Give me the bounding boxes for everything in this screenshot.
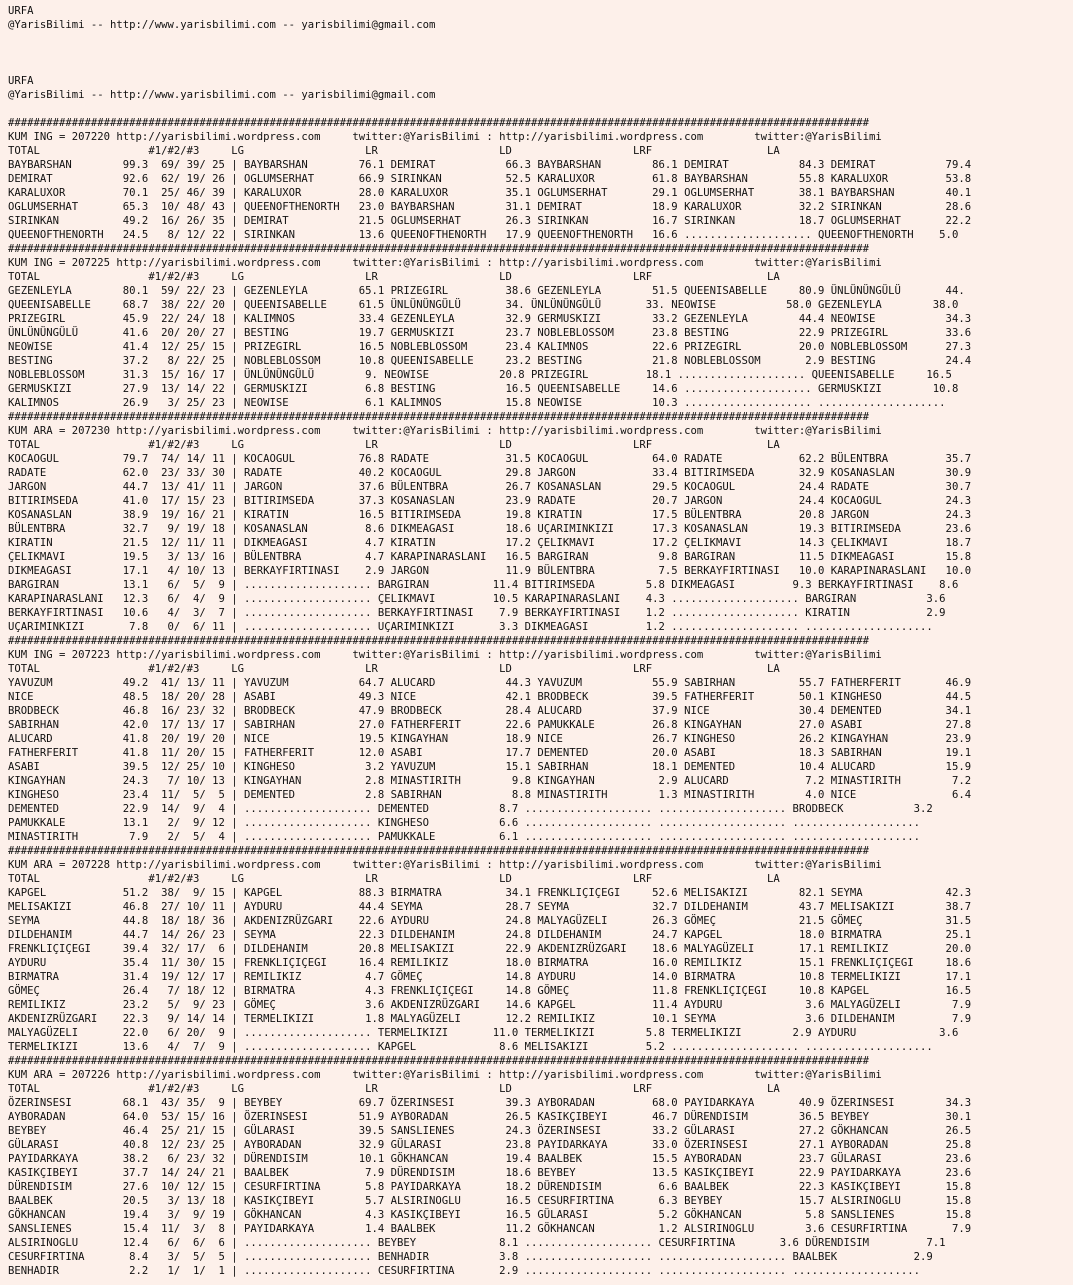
horse-row: SABIRHAN 42.0 17/ 13/ 17 | SABIRHAN 27.0 FATHERFERIT 22.6 PAMUKKALE 26.8 KINGAYHAN 27.0 ASABI 27.8: [8, 719, 972, 731]
horse-row: BITIRIMSEDA 41.0 17/ 15/ 23 | BITIRIMSEDA 37.3 KOSANASLAN 23.9 RADATE 20.7 JARGON 24.4 KOCAOGUL 24.3: [8, 495, 972, 507]
horse-row: BIRMATRA 31.4 19/ 12/ 17 | REMILIKIZ 4.7 GÖMEÇ 14.8 AYDURU 14.0 BIRMATRA 10.8 TERMELIKIZI 17.1: [8, 971, 972, 983]
horse-row: PAMUKKALE 13.1 2/ 9/ 12 | .................... KINGHESO 6.6 .................... .................... ....................: [8, 817, 921, 829]
race-header-line: KUM ARA = 207226 http://yarisbilimi.wordpress.com twitter:@YarisBilimi : http://yarisbilimi.wordpress.com twitter:@YarisBilimi: [8, 1069, 882, 1081]
race-header-line: KUM ING = 207225 http://yarisbilimi.wordpress.com twitter:@YarisBilimi : http://yarisbilimi.wordpress.com twitter:@YarisBilimi: [8, 257, 882, 269]
horse-row: MINASTIRITH 7.9 2/ 5/ 4 | .................... PAMUKKALE 6.1 .................... .................... ....................: [8, 831, 921, 843]
race-header-line: KUM ING = 207220 http://yarisbilimi.wordpress.com twitter:@YarisBilimi : http://yarisbilimi.wordpress.com twitter:@YarisBilimi: [8, 131, 882, 143]
horse-row: ALUCARD 41.8 20/ 19/ 20 | NICE 19.5 KINGAYHAN 18.9 NICE 26.7 KINGHESO 26.2 KINGAYHAN 23.9: [8, 733, 972, 745]
horse-row: KINGHESO 23.4 11/ 5/ 5 | DEMENTED 2.8 SABIRHAN 8.8 MINASTIRITH 1.3 MINASTIRITH 4.0 NICE 6.4: [8, 789, 972, 801]
horse-row: BEYBEY 46.4 25/ 21/ 15 | GÜLARASI 39.5 SANSLIENES 24.3 ÖZERINSESI 33.2 GÜLARASI 27.2 GÖKHANCAN 26.5: [8, 1125, 972, 1137]
horse-row: KASIKÇIBEYI 37.7 14/ 24/ 21 | BAALBEK 7.9 DÜRENDISIM 18.6 BEYBEY 13.5 KASIKÇIBEYI 22.9 PAYIDARKAYA 23.6: [8, 1167, 972, 1179]
horse-row: KALIMNOS 26.9 3/ 25/ 23 | NEOWISE 6.1 KALIMNOS 15.8 NEOWISE 10.3 .................... ....................: [8, 397, 946, 409]
race-header-line: KUM ARA = 207228 http://yarisbilimi.wordpress.com twitter:@YarisBilimi : http://yarisbilimi.wordpress.com twitter:@YarisBilimi: [8, 859, 882, 871]
contact-line: @YarisBilimi -- http://www.yarisbilimi.com -- yarisbilimi@gmail.com: [8, 89, 436, 101]
section-separator: #######################################################################################################################################: [8, 1055, 870, 1067]
horse-row: AKDENIZRÜZGARI 22.3 9/ 14/ 14 | TERMELIKIZI 1.8 MALYAGÜZELI 12.2 REMILIKIZ 10.1 SEYMA 3.6 DILDEHANIM 7.9: [8, 1013, 972, 1025]
horse-row: NICE 48.5 18/ 20/ 28 | ASABI 49.3 NICE 42.1 BRODBECK 39.5 FATHERFERIT 50.1 KINGHESO 44.5: [8, 691, 972, 703]
horse-row: NEOWISE 41.4 12/ 25/ 15 | PRIZEGIRL 16.5 NOBLEBLOSSOM 23.4 KALIMNOS 22.6 PRIZEGIRL 20.0 NOBLEBLOSSOM 27.3: [8, 341, 972, 353]
section-separator: #######################################################################################################################################: [8, 243, 870, 255]
column-header-line: TOTAL #1/#2/#3 LG LR LD LRF LA: [8, 1083, 780, 1095]
horse-row: OGLUMSERHAT 65.3 10/ 48/ 43 | QUEENOFTHENORTH 23.0 BAYBARSHAN 31.1 DEMIRAT 18.9 KARALUXOR 32.2 SIRINKAN 28.6: [8, 201, 972, 213]
horse-row: KINGAYHAN 24.3 7/ 10/ 13 | KINGAYHAN 2.8 MINASTIRITH 9.8 KINGAYHAN 2.9 ALUCARD 7.2 MINASTIRITH 7.2: [8, 775, 972, 787]
horse-row: BRODBECK 46.8 16/ 23/ 32 | BRODBECK 47.9 BRODBECK 28.4 ALUCARD 37.9 NICE 30.4 DEMENTED 34.1: [8, 705, 972, 717]
horse-row: KIRATIN 21.5 12/ 11/ 11 | DIKMEAGASI 4.7 KIRATIN 17.2 ÇELIKMAVI 17.2 ÇELIKMAVI 14.3 ÇELIKMAVI 18.7: [8, 537, 972, 549]
column-header-line: TOTAL #1/#2/#3 LG LR LD LRF LA: [8, 145, 780, 157]
horse-row: ÇELIKMAVI 19.5 3/ 13/ 16 | BÜLENTBRA 4.7 KARAPINARASLANI 16.5 BARGIRAN 9.8 BARGIRAN 11.5 DIKMEAGASI 15.8: [8, 551, 972, 563]
horse-row: BAYBARSHAN 99.3 69/ 39/ 25 | BAYBARSHAN 76.1 DEMIRAT 66.3 BAYBARSHAN 86.1 DEMIRAT 84.3 DEMIRAT 79.4: [8, 159, 972, 171]
horse-row: PRIZEGIRL 45.9 22/ 24/ 18 | KALIMNOS 33.4 GEZENLEYLA 32.9 GERMUSKIZI 33.2 GEZENLEYLA 44.4 NEOWISE 34.3: [8, 313, 972, 325]
horse-row: ÖZERINSESI 68.1 43/ 35/ 9 | BEYBEY 69.7 ÖZERINSESI 39.3 AYBORADAN 68.0 PAYIDARKAYA 40.9 ÖZERINSESI 34.3: [8, 1097, 972, 1109]
section-separator: #######################################################################################################################################: [8, 117, 870, 129]
blank-line: [8, 32, 1073, 46]
horse-row: MALYAGÜZELI 22.0 6/ 20/ 9 | .................... TERMELIKIZI 11.0 TERMELIKIZI 5.8 TERMELIKIZI 2.9 AYDURU 3.6: [8, 1027, 959, 1039]
horse-row: SIRINKAN 49.2 16/ 26/ 35 | DEMIRAT 21.5 OGLUMSERHAT 26.3 SIRINKAN 16.7 SIRINKAN 18.7 OGLUMSERHAT 22.2: [8, 215, 972, 227]
horse-row: KOSANASLAN 38.9 19/ 16/ 21 | KIRATIN 16.5 BITIRIMSEDA 19.8 KIRATIN 17.5 BÜLENTBRA 20.8 JARGON 24.3: [8, 509, 972, 521]
horse-row: GEZENLEYLA 80.1 59/ 22/ 23 | GEZENLEYLA 65.1 PRIZEGIRL 38.6 GEZENLEYLA 51.5 QUEENISABELLE 80.9 ÜNLÜNÜNGÜLÜ 44.: [8, 285, 965, 297]
horse-row: RADATE 62.0 23/ 33/ 30 | RADATE 40.2 KOCAOGUL 29.8 JARGON 33.4 BITIRIMSEDA 32.9 KOSANASLAN 30.9: [8, 467, 972, 479]
horse-row: GÖKHANCAN 19.4 3/ 9/ 19 | GÖKHANCAN 4.3 KASIKÇIBEYI 16.5 GÜLARASI 5.2 GÖKHANCAN 5.8 SANSLIENES 15.8: [8, 1209, 972, 1221]
horse-row: AYBORADAN 64.0 53/ 15/ 16 | ÖZERINSESI 51.9 AYBORADAN 26.5 KASIKÇIBEYI 46.7 DÜRENDISIM 36.5 BEYBEY 30.1: [8, 1111, 972, 1123]
horse-row: DEMIRAT 92.6 62/ 19/ 26 | OGLUMSERHAT 66.9 SIRINKAN 52.5 KARALUXOR 61.8 BAYBARSHAN 55.8 KARALUXOR 53.8: [8, 173, 972, 185]
horse-row: SEYMA 44.8 18/ 18/ 36 | AKDENIZRÜZGARI 22.6 AYDURU 24.8 MALYAGÜZELI 26.3 GÖMEÇ 21.5 GÖMEÇ 31.5: [8, 915, 972, 927]
horse-row: BÜLENTBRA 32.7 9/ 19/ 18 | KOSANASLAN 8.6 DIKMEAGASI 18.6 UÇARIMINKIZI 17.3 KOSANASLAN 19.3 BITIRIMSEDA 23.6: [8, 523, 972, 535]
report-title: URFA: [8, 75, 34, 87]
horse-row: KAPGEL 51.2 38/ 9/ 15 | KAPGEL 88.3 BIRMATRA 34.1 FRENKLIÇIÇEGI 52.6 MELISAKIZI 82.1 SEYMA 42.3: [8, 887, 972, 899]
horse-row: TERMELIKIZI 13.6 4/ 7/ 9 | .................... KAPGEL 8.6 MELISAKIZI 5.2 .................... ....................: [8, 1041, 933, 1053]
horse-row: JARGON 44.7 13/ 41/ 11 | JARGON 37.6 BÜLENTBRA 26.7 KOSANASLAN 29.5 KOCAOGUL 24.4 RADATE 30.7: [8, 481, 972, 493]
section-separator: #######################################################################################################################################: [8, 635, 870, 647]
horse-row: ASABI 39.5 12/ 25/ 10 | KINGHESO 3.2 YAVUZUM 15.1 SABIRHAN 18.1 DEMENTED 10.4 ALUCARD 15.9: [8, 761, 972, 773]
horse-row: FRENKLIÇIÇEGI 39.4 32/ 17/ 6 | DILDEHANIM 20.8 MELISAKIZI 22.9 AKDENIZRÜZGARI 18.6 MALYAGÜZELI 17.1 REMILIKIZ 20.0: [8, 943, 972, 955]
horse-row: DIKMEAGASI 17.1 4/ 10/ 13 | BERKAYFIRTINASI 2.9 JARGON 11.9 BÜLENTBRA 7.5 BERKAYFIRTINASI 10.0 KARAPINARASLANI 10.0: [8, 565, 972, 577]
blank-line: [8, 46, 1073, 60]
race-header-line: KUM ING = 207223 http://yarisbilimi.wordpress.com twitter:@YarisBilimi : http://yarisbilimi.wordpress.com twitter:@YarisBilimi: [8, 649, 882, 661]
column-header-line: TOTAL #1/#2/#3 LG LR LD LRF LA: [8, 439, 780, 451]
column-header-line: TOTAL #1/#2/#3 LG LR LD LRF LA: [8, 663, 780, 675]
horse-row: ALSIRINOGLU 12.4 6/ 6/ 6 | .................... BEYBEY 8.1 .................... CESURFIRTINA 3.6 DÜRENDISIM 7.1: [8, 1237, 946, 1249]
horse-row: UÇARIMINKIZI 7.8 0/ 6/ 11 | .................... UÇARIMINKIZI 3.3 DIKMEAGASI 1.2 .................... ....................: [8, 621, 933, 633]
horse-row: YAVUZUM 49.2 41/ 13/ 11 | YAVUZUM 64.7 ALUCARD 44.3 YAVUZUM 55.9 SABIRHAN 55.7 FATHERFERIT 46.9: [8, 677, 972, 689]
horse-row: ÜNLÜNÜNGÜLÜ 41.6 20/ 20/ 27 | BESTING 19.7 GERMUSKIZI 23.7 NOBLEBLOSSOM 23.8 BESTING 22.9 PRIZEGIRL 33.6: [8, 327, 972, 339]
horse-row: GÜLARASI 40.8 12/ 23/ 25 | AYBORADAN 32.9 GÜLARASI 23.8 PAYIDARKAYA 33.0 ÖZERINSESI 27.1 AYBORADAN 25.8: [8, 1139, 972, 1151]
horse-row: DEMENTED 22.9 14/ 9/ 4 | .................... DEMENTED 8.7 .................... .................... BRODBECK 3.2: [8, 803, 933, 815]
race-header-line: KUM ARA = 207230 http://yarisbilimi.wordpress.com twitter:@YarisBilimi : http://yarisbilimi.wordpress.com twitter:@YarisBilimi: [8, 425, 882, 437]
horse-row: BESTING 37.2 8/ 22/ 25 | NOBLEBLOSSOM 10.8 QUEENISABELLE 23.2 BESTING 21.8 NOBLEBLOSSOM 2.9 BESTING 24.4: [8, 355, 972, 367]
horse-row: GERMUSKIZI 27.9 13/ 14/ 22 | GERMUSKIZI 6.8 BESTING 16.5 QUEENISABELLE 14.6 .................... GERMUSKIZI 10.8: [8, 383, 959, 395]
horse-row: NOBLEBLOSSOM 31.3 15/ 16/ 17 | ÜNLÜNÜNGÜLÜ 9. NEOWISE 20.8 PRIZEGIRL 18.1 .................... QUEENISABELLE 16.5: [8, 369, 952, 381]
horse-row: AYDURU 35.4 11/ 30/ 15 | FRENKLIÇIÇEGI 16.4 REMILIKIZ 18.0 BIRMATRA 16.0 REMILIKIZ 15.1 FRENKLIÇIÇEGI 18.6: [8, 957, 972, 969]
horse-row: BERKAYFIRTINASI 10.6 4/ 3/ 7 | .................... BERKAYFIRTINASI 7.9 BERKAYFIRTINASI 1.2 .................... KIRATIN 2.9: [8, 607, 946, 619]
blank-line: [8, 60, 1073, 74]
horse-row: PAYIDARKAYA 38.2 6/ 23/ 32 | DÜRENDISIM 10.1 GÖKHANCAN 19.4 BAALBEK 15.5 AYBORADAN 23.7 GÜLARASI 23.6: [8, 1153, 972, 1165]
horse-row: GÖMEÇ 26.4 7/ 18/ 12 | BIRMATRA 4.3 FRENKLIÇIÇEGI 14.8 GÖMEÇ 11.8 FRENKLIÇIÇEGI 10.8 KAPGEL 16.5: [8, 985, 972, 997]
section-separator: #######################################################################################################################################: [8, 411, 870, 423]
horse-row: QUEENISABELLE 68.7 38/ 22/ 20 | QUEENISABELLE 61.5 ÜNLÜNÜNGÜLÜ 34. ÜNLÜNÜNGÜLÜ 33. NEOWISE 58.0 GEZENLEYLA 38.0: [8, 299, 959, 311]
horse-row: DÜRENDISIM 27.6 10/ 12/ 15 | CESURFIRTINA 5.8 PAYIDARKAYA 18.2 DÜRENDISIM 6.6 BAALBEK 22.3 KASIKÇIBEYI 15.8: [8, 1181, 972, 1193]
column-header-line: TOTAL #1/#2/#3 LG LR LD LRF LA: [8, 271, 780, 283]
blank-line: [8, 102, 1073, 116]
horse-row: SANSLIENES 15.4 11/ 3/ 8 | PAYIDARKAYA 1.4 BAALBEK 11.2 GÖKHANCAN 1.2 ALSIRINOGLU 3.6 CESURFIRTINA 7.9: [8, 1223, 972, 1235]
horse-row: FATHERFERIT 41.8 11/ 20/ 15 | FATHERFERIT 12.0 ASABI 17.7 DEMENTED 20.0 ASABI 18.3 SABIRHAN 19.1: [8, 747, 972, 759]
horse-row: DILDEHANIM 44.7 14/ 26/ 23 | SEYMA 22.3 DILDEHANIM 24.8 DILDEHANIM 24.7 KAPGEL 18.0 BIRMATRA 25.1: [8, 929, 972, 941]
horse-row: BARGIRAN 13.1 6/ 5/ 9 | .................... BARGIRAN 11.4 BITIRIMSEDA 5.8 DIKMEAGASI 9.3 BERKAYFIRTINASI 8.6: [8, 579, 959, 591]
horse-row: KOCAOGUL 79.7 74/ 14/ 11 | KOCAOGUL 76.8 RADATE 31.5 KOCAOGUL 64.0 RADATE 62.2 BÜLENTBRA 35.7: [8, 453, 972, 465]
section-separator: #######################################################################################################################################: [8, 845, 870, 857]
column-header-line: TOTAL #1/#2/#3 LG LR LD LRF LA: [8, 873, 780, 885]
horse-row: KARALUXOR 70.1 25/ 46/ 39 | KARALUXOR 28.0 KARALUXOR 35.1 OGLUMSERHAT 29.1 OGLUMSERHAT 38.1 BAYBARSHAN 40.1: [8, 187, 972, 199]
contact-line: @YarisBilimi -- http://www.yarisbilimi.com -- yarisbilimi@gmail.com: [8, 19, 436, 31]
horse-row: KARAPINARASLANI 12.3 6/ 4/ 9 | .................... ÇELIKMAVI 10.5 KARAPINARASLANI 4.3 .................... BARGIRAN 3.6: [8, 593, 946, 605]
horse-row: QUEENOFTHENORTH 24.5 8/ 12/ 22 | SIRINKAN 13.6 QUEENOFTHENORTH 17.9 QUEENOFTHENORTH 16.6 .................... QUEENOFTHENORTH 5.0: [8, 229, 959, 241]
report-title: URFA: [8, 5, 34, 17]
horse-row: BAALBEK 20.5 3/ 13/ 18 | KASIKÇIBEYI 5.7 ALSIRINOGLU 16.5 CESURFIRTINA 6.3 BEYBEY 15.7 ALSIRINOGLU 15.8: [8, 1195, 972, 1207]
horse-row: REMILIKIZ 23.2 5/ 9/ 23 | GÖMEÇ 3.6 AKDENIZRÜZGARI 14.6 KAPGEL 11.4 AYDURU 3.6 MALYAGÜZELI 7.9: [8, 999, 972, 1011]
horse-row: CESURFIRTINA 8.4 3/ 5/ 5 | .................... BENHADIR 3.8 .................... .................... BAALBEK 2.9: [8, 1251, 933, 1263]
horse-row: MELISAKIZI 46.8 27/ 10/ 11 | AYDURU 44.4 SEYMA 28.7 SEYMA 32.7 DILDEHANIM 43.7 MELISAKIZI 38.7: [8, 901, 972, 913]
horse-row: BENHADIR 2.2 1/ 1/ 1 | .................... CESURFIRTINA 2.9 .................... .................... ....................: [8, 1265, 921, 1277]
